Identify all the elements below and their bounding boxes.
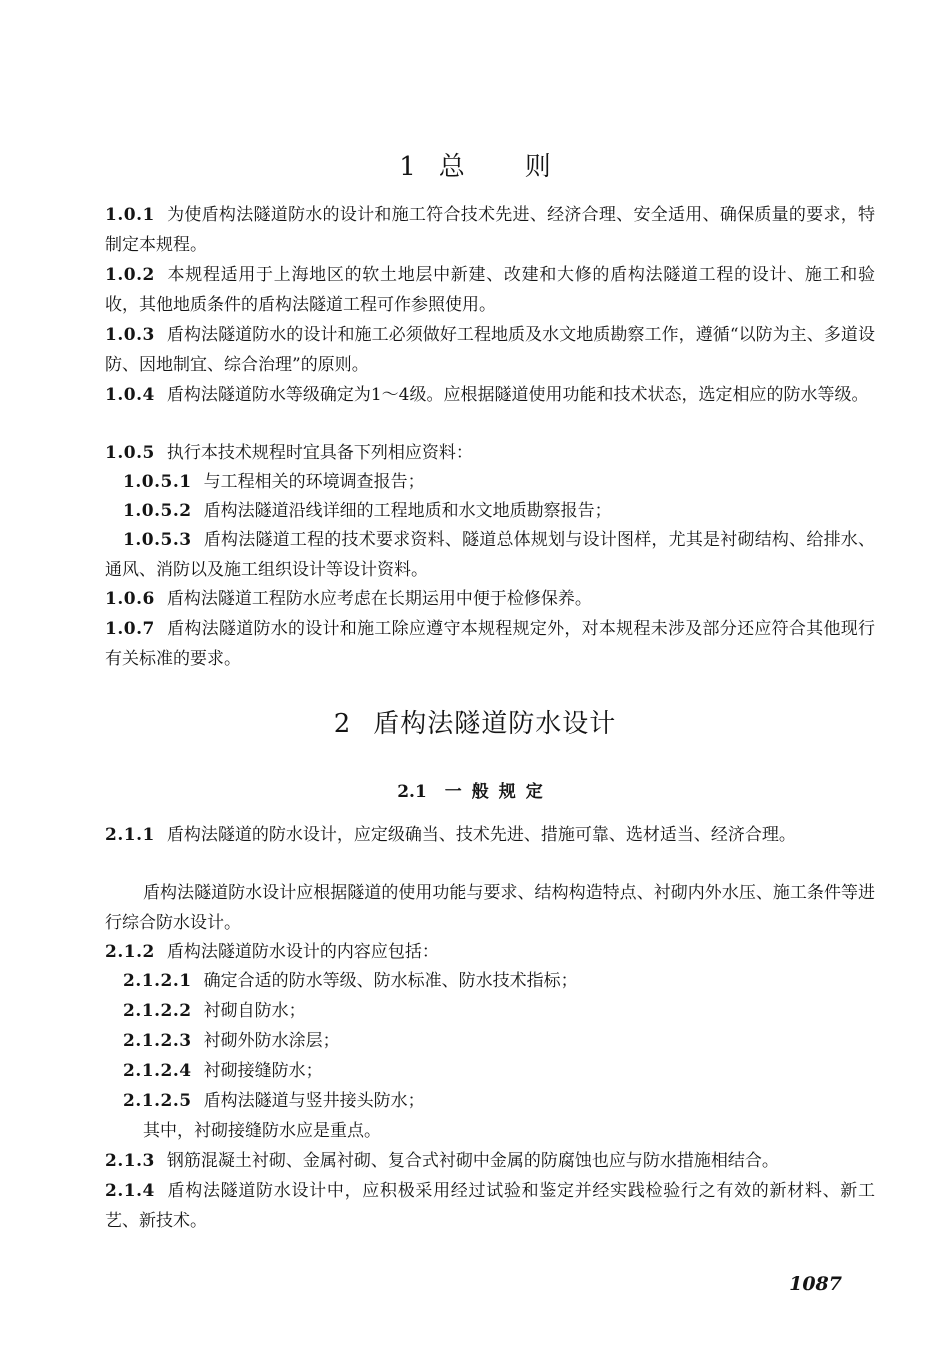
clause [105, 200, 875, 260]
clause-text: 确定合适的防水等级、防水标准、防水技术指标； [203, 971, 578, 991]
clause-paragraph [105, 1116, 875, 1146]
clause-text: 盾构法隧道工程防水应考虑在长期运用中便于检修保养。 [166, 589, 592, 609]
clause-number: 2.1.3 [105, 1151, 155, 1171]
clause-text: 盾构法隧道防水的设计和施工必须做好工程地质及水文地质勘察工作，遵循“以防为主、多道设防、因地制宜、综合治理”的原则。 [105, 325, 875, 375]
clause-number: 2.1.2.2 [123, 1001, 192, 1021]
clause-number: 2.1.2.5 [123, 1091, 192, 1111]
clause-text: 钢筋混凝土衬砌、金属衬砌、复合式衬砌中金属的防腐蚀也应与防水措施相结合。 [166, 1151, 779, 1171]
chapter-number: 1 [399, 152, 417, 182]
sub-clause [123, 496, 875, 526]
clause [105, 320, 875, 380]
clause [105, 260, 875, 320]
chapter-1-heading [0, 146, 950, 183]
clause-text: 盾构法隧道工程的技术要求资料、隧道总体规划与设计图样，尤其是衬砌结构、给排水、通风、消防以及施工组织设计等设计资料。 [105, 530, 875, 580]
clause-number: 1.0.5.2 [123, 501, 192, 521]
clause [105, 820, 875, 850]
clause-text: 衬砌外防水涂层； [203, 1031, 340, 1051]
clause-text: 盾构法隧道防水设计应根据隧道的使用功能与要求、结构构造特点、衬砌内外水压、施工条件等进行综合防水设计。 [105, 883, 875, 933]
clause-number: 1.0.1 [105, 205, 155, 225]
clause-number: 2.1.1 [105, 825, 155, 845]
clause-number: 1.0.7 [105, 619, 155, 639]
clause-text: 盾构法隧道防水等级确定为1～4级。应根据隧道使用功能和技术状态，选定相应的防水等级。 [166, 385, 869, 405]
clause-number: 2.1.4 [105, 1181, 155, 1201]
clause [105, 937, 875, 967]
sub-clause [123, 1026, 875, 1056]
clause-text: 执行本技术规程时宜具备下列相应资料： [166, 443, 473, 463]
clause-number: 1.0.4 [105, 385, 155, 405]
clause-text: 与工程相关的环境调查报告； [203, 472, 425, 492]
clause-text: 盾构法隧道防水设计的内容应包括： [166, 942, 439, 962]
section-title: 一般规定 [444, 782, 553, 802]
clause-text: 其中，衬砌接缝防水应是重点。 [143, 1121, 381, 1141]
clause-text: 盾构法隧道沿线详细的工程地质和水文地质勘察报告； [203, 501, 612, 521]
clause [105, 584, 875, 614]
clause-text: 盾构法隧道防水设计中，应积极采用经过试验和鉴定并经实践检验行之有效的新材料、新工艺、新技术。 [105, 1181, 875, 1231]
section-number: 2.1 [397, 782, 427, 802]
clause-text: 盾构法隧道的防水设计，应定级确当、技术先进、措施可靠、选材适当、经济合理。 [166, 825, 796, 845]
clause [105, 614, 875, 674]
clause-number: 1.0.5 [105, 443, 155, 463]
clause-text: 衬砌接缝防水； [203, 1061, 323, 1081]
sub-clause [123, 996, 875, 1026]
clause-number: 2.1.2.3 [123, 1031, 192, 1051]
sub-clause [123, 1086, 875, 1116]
clause-number: 2.1.2.4 [123, 1061, 192, 1081]
clause-number: 1.0.3 [105, 325, 155, 345]
clause-text: 本规程适用于上海地区的软土地层中新建、改建和大修的盾构法隧道工程的设计、施工和验收，其他地质条件的盾构法隧道工程可作参照使用。 [105, 265, 875, 315]
chapter-title: 盾构法隧道防水设计 [373, 709, 617, 739]
sub-clause [123, 1056, 875, 1086]
chapter-number: 2 [333, 709, 352, 739]
clause-text: 衬砌自防水； [203, 1001, 306, 1021]
clause-text: 为使盾构法隧道防水的设计和施工符合技术先进、经济合理、安全适用、确保质量的要求，特制定本规程。 [105, 205, 875, 255]
clause-text: 盾构法隧道与竖井接头防水； [203, 1091, 425, 1111]
clause-text: 盾构法隧道防水的设计和施工除应遵守本规程规定外，对本规程未涉及部分还应符合其他现行有关标准的要求。 [105, 619, 875, 669]
clause [105, 380, 875, 410]
chapter-2-heading [0, 703, 950, 740]
clause-number: 2.1.2.1 [123, 971, 192, 991]
clause-number: 1.0.2 [105, 265, 155, 285]
sub-clause [105, 525, 875, 585]
clause-number: 2.1.2 [105, 942, 155, 962]
clause-number: 1.0.6 [105, 589, 155, 609]
clause [105, 1176, 875, 1236]
clause [105, 438, 875, 468]
clause-paragraph [105, 878, 875, 938]
sub-clause [123, 966, 875, 996]
clause-number: 1.0.5.3 [123, 530, 192, 550]
chapter-title: 总则 [438, 152, 611, 182]
page-number: 1087 [789, 1273, 842, 1295]
sub-clause [123, 467, 875, 497]
clause-number: 1.0.5.1 [123, 472, 192, 492]
section-2-1-heading [0, 777, 950, 802]
clause [105, 1146, 875, 1176]
